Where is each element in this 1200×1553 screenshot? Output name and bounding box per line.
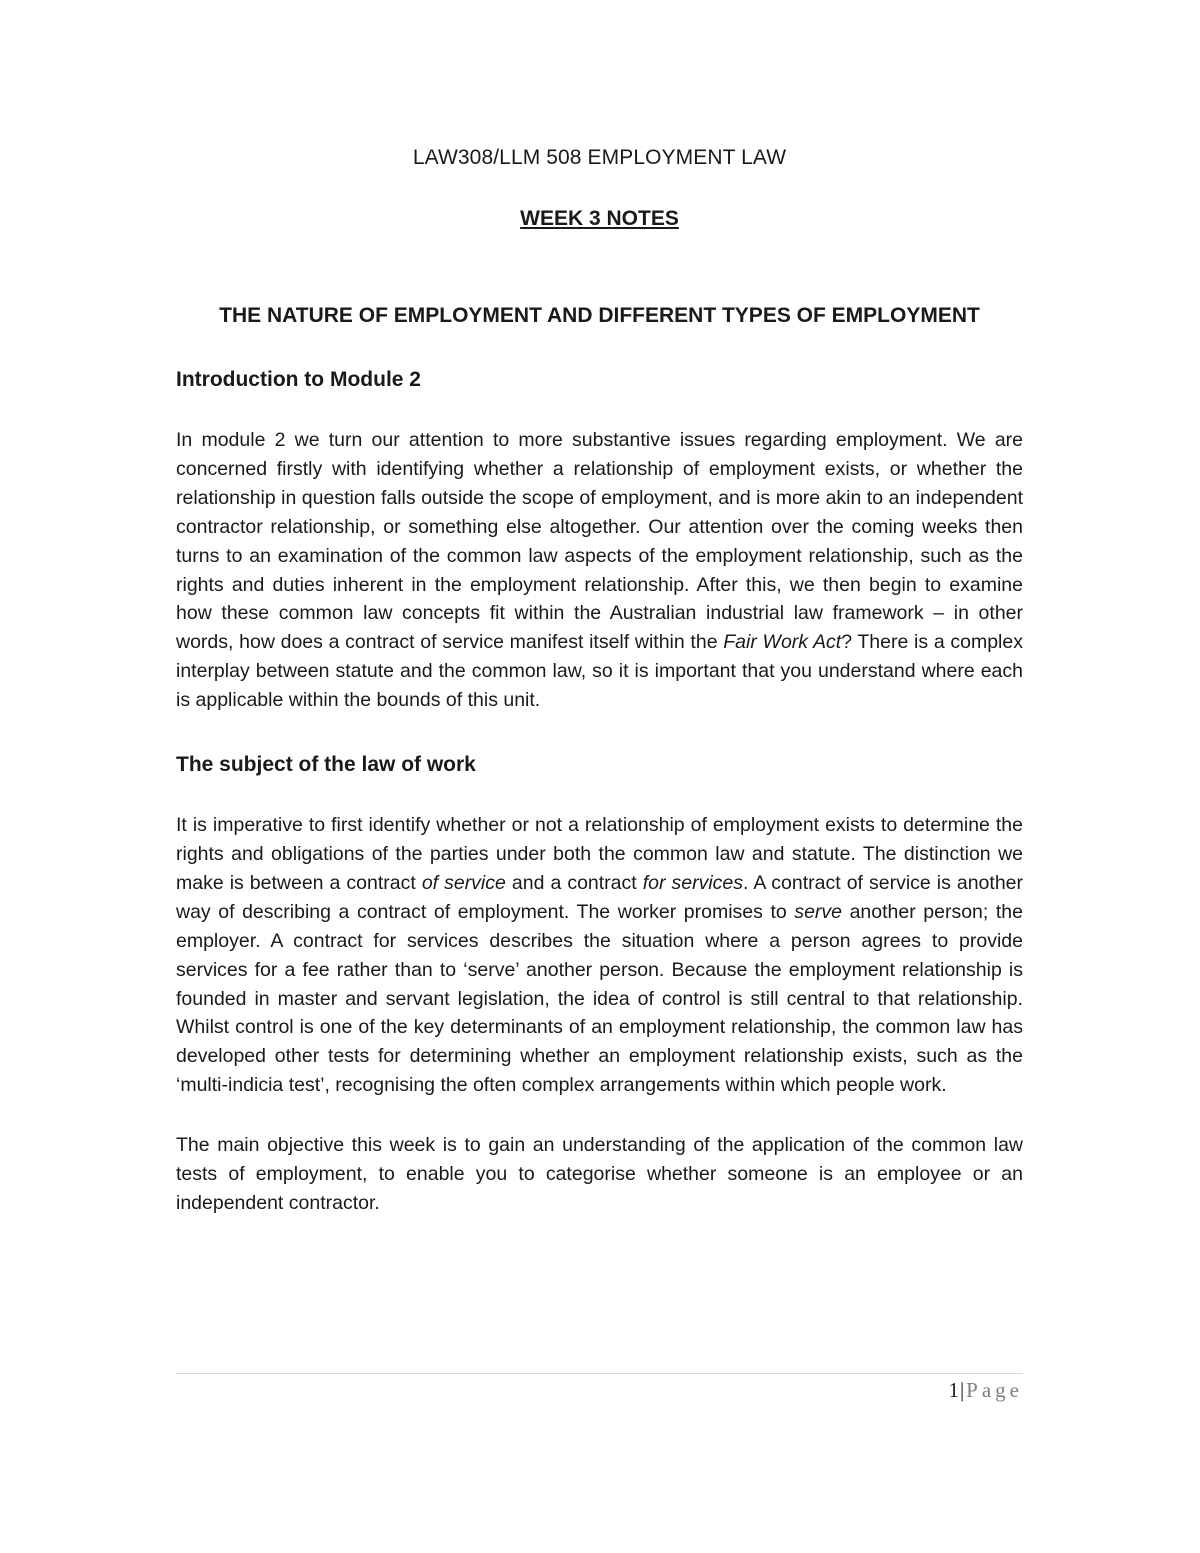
page-footer — [176, 1376, 1023, 1404]
footer-separator: | — [959, 1378, 965, 1402]
page-content — [176, 130, 1023, 1218]
text-span: In module 2 we turn our attention to more substantive issues regarding employment. We are concerned firstly with identifying whether a relationship of employment exists, or whether the relationship in question falls outside the scope of employment, and is more akin to an independent contractor relationship, or something else altogether. Our attention over the coming weeks then turns to an examination of the common law aspects of the employment relationship, such as the rights and duties inherent in the employment relationship. After this, we then begin to examine how these common law concepts fit within the Australian industrial law framework – in other words, how does a contract of service manifest itself within the — [176, 429, 1023, 654]
text-span: another person; the employer. A contract for services describes the situation where a person agrees to provide services for a fee rather than to ‘serve’ another person. Because the employment relationship is founded in master and servant legislation, the idea of control is still central to that relationship. Whilst control is one of the key determinants of an employment relationship, the common law has developed other tests for determining whether an employment relationship exists, such as the ‘multi-indicia test’, recognising the often complex arrangements within which people work. — [176, 900, 1023, 1097]
text-span: ? There is a complex interplay between statute and the common law, so it is important that you understand where each is applicable within the bounds of this unit. — [176, 631, 1023, 712]
paragraph-law-of-work — [176, 811, 1023, 1100]
section-heading-introduction: Introduction to Module 2 — [176, 368, 421, 391]
footer-divider — [176, 1373, 1023, 1374]
course-title: LAW308/LLM 508 EMPLOYMENT LAW — [412, 146, 787, 169]
section-heading-law-of-work: The subject of the law of work — [176, 753, 476, 777]
italic-text-serve: serve — [794, 900, 842, 923]
page-number: 1 — [948, 1378, 959, 1402]
italic-text-of-service: of service — [421, 871, 506, 894]
page-label: Page — [966, 1378, 1023, 1402]
main-title: THE NATURE OF EMPLOYMENT AND DIFFERENT TYPES OF EMPLOYMENT — [219, 304, 980, 327]
text-span: . A contract of service is another way of describing a contract of employment. The worker promises to — [176, 871, 1024, 923]
text-span: It is imperative to first identify whether or not a relationship of employment exists to determine the rights and obligations of the parties under both the common law and statute. The distinction we make is between a contract — [176, 814, 1023, 894]
italic-text-for-services: for services — [642, 871, 743, 894]
text-span: and a contract — [505, 871, 643, 894]
week-title: WEEK 3 NOTES — [520, 207, 679, 230]
paragraph-main-objective: The main objective this week is to gain an understanding of the application of the common law tests of employment, to enable you to categorise whether someone is an employee or an independent contractor. — [176, 1134, 1023, 1214]
italic-text-fair-work-act: Fair Work Act — [723, 631, 842, 654]
paragraph-introduction — [176, 426, 1023, 715]
